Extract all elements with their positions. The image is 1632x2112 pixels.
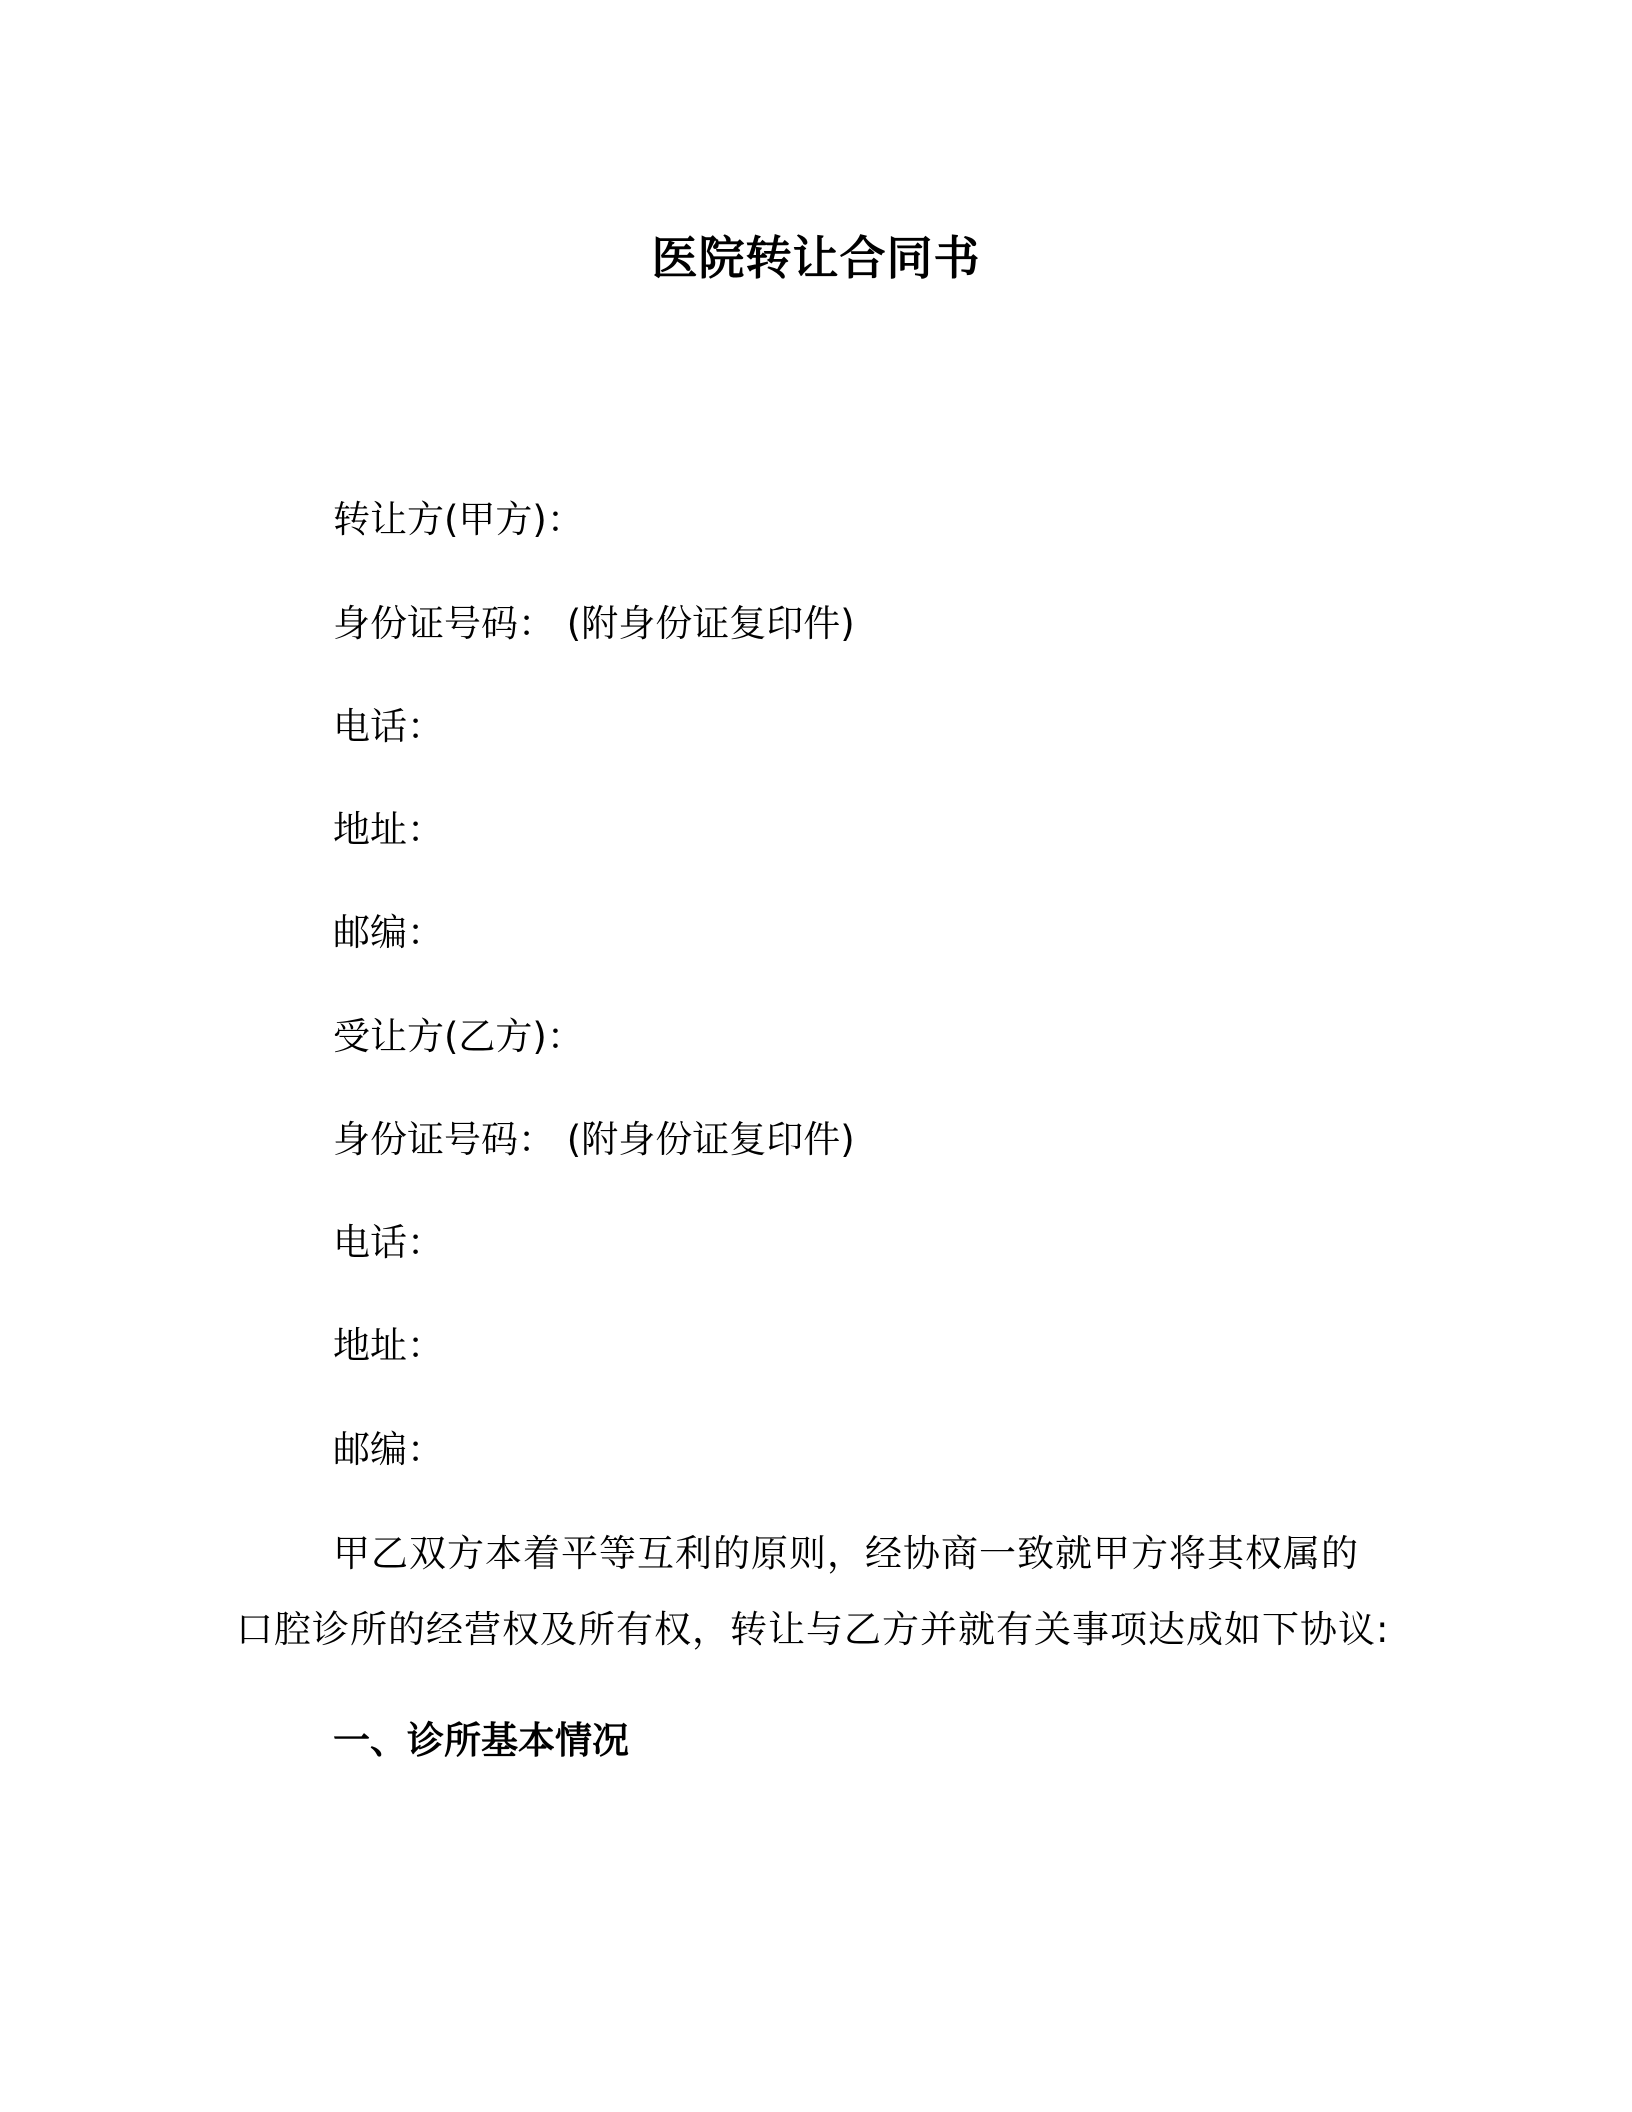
party-b-label: 受让方(乙方)： (333, 1015, 584, 1058)
party-b-phone-label: 电话： (333, 1221, 444, 1264)
preamble-paragraph: 甲乙双方本着平等互利的原则，经协商一致就甲方将其权属的口腔诊所的经营权及所有权，转让与乙方并就有关事项达成如下协议: (236, 1532, 1390, 1651)
party-a-phone-label: 电话： (333, 705, 444, 748)
party-b-id-label: 身份证号码： (附身份证复印件) (333, 1118, 855, 1161)
document-title: 医院转让合同书 (651, 231, 981, 285)
party-a-id-label: 身份证号码： (附身份证复印件) (333, 602, 855, 645)
party-b-address-label: 地址： (333, 1324, 444, 1367)
section-1-heading: 一、诊所基本情况 (333, 1719, 629, 1762)
party-a-postcode-label: 邮编： (333, 911, 444, 954)
party-a-label: 转让方(甲方)： (333, 498, 584, 541)
party-a-address-label: 地址： (333, 808, 444, 851)
party-b-postcode-label: 邮编： (333, 1428, 444, 1471)
